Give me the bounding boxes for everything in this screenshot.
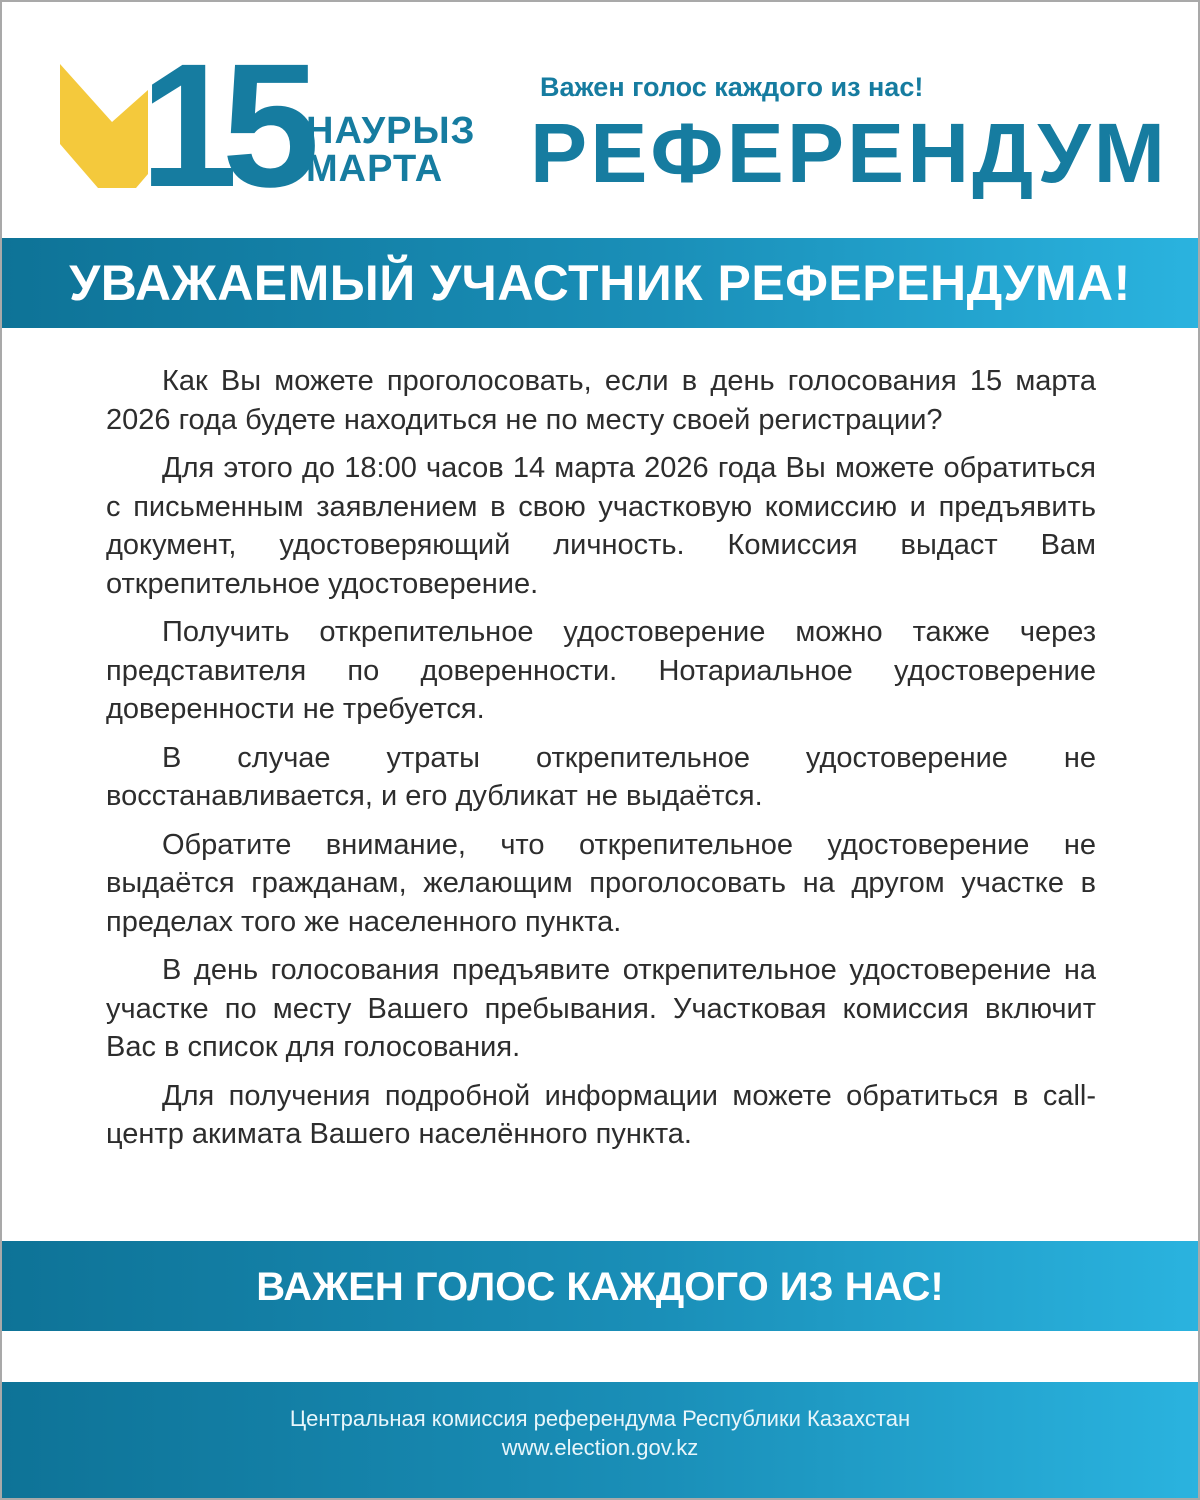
header-tagline: Важен голос каждого из нас! <box>540 72 924 102</box>
body-text <box>106 362 1096 1164</box>
page-title: РЕФЕРЕНДУМ <box>530 106 1169 200</box>
paragraph: Обратите внимание, что открепительное удостоверение не выдаётся гражданам, желающим проголосовать на другом участке в пределах того же населенного пункта. <box>106 828 1096 938</box>
greeting-banner <box>2 238 1198 328</box>
paragraph: Для получения подробной информации можете обратиться в call-центр акимата Вашего населённого пункта. <box>106 1079 1096 1150</box>
logo-month <box>306 112 475 188</box>
logo-day-number: 15 <box>140 28 304 224</box>
paragraph: В случае утраты открепительное удостоверение не восстанавливается, и его дубликат не выдаётся. <box>106 741 1096 812</box>
slogan-text: ВАЖЕН ГОЛОС КАЖДОГО ИЗ НАС! <box>256 1265 944 1309</box>
paragraph: Получить открепительное удостоверение можно также через представителя по доверенности. Нотариальное удостоверение доверенности не требуется. <box>106 616 1096 725</box>
logo-month-kz: НАУРЫЗ <box>306 110 476 152</box>
footer-website-link[interactable]: www.election.gov.kz <box>501 1435 699 1460</box>
slogan-banner <box>2 1241 1198 1331</box>
greeting-text: УВАЖАЕМЫЙ УЧАСТНИК РЕФЕРЕНДУМА! <box>69 255 1131 311</box>
footer-organization: Центральная комиссия референдума Республики Казахстан <box>289 1406 911 1431</box>
paragraph: Для этого до 18:00 часов 14 марта 2026 года Вы можете обратиться с письменным заявлением в свою участковую комиссию и предъявить документ, удостоверяющий личность. Комиссия выдаст Вам открепительное удостоверение. <box>106 452 1096 600</box>
paragraph: Как Вы можете проголосовать, если в день голосования 15 марта 2026 года будете находиться не по месту своей регистрации? <box>106 365 1096 436</box>
paragraph: В день голосования предъявите открепительное удостоверение на участке по месту Вашего пребывания. Участковая комиссия включит Вас в список для голосования. <box>106 954 1096 1063</box>
logo-month-ru: МАРТА <box>306 148 444 190</box>
footer <box>2 1382 1198 1498</box>
